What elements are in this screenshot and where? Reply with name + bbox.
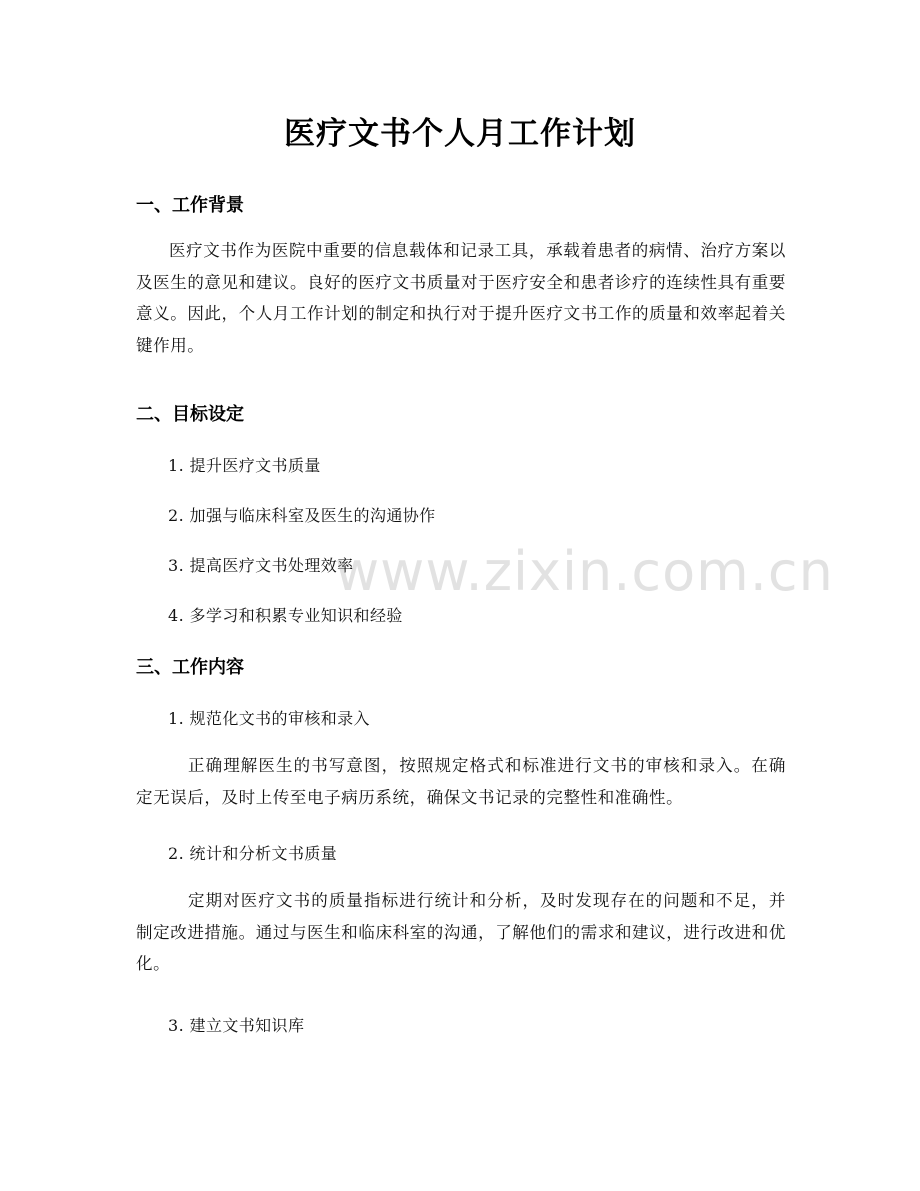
section-paragraph-background: 医疗文书作为医院中重要的信息载体和记录工具，承载着患者的病情、治疗方案以及医生的意见和建议。良好的医疗文书质量对于医疗安全和患者诊疗的连续性具有重要意义。因此，个人月工作计划的制定和执行对于提升医疗文书工作的质量和效率起着关键作用。 — [136, 241, 786, 355]
work-subsection-paragraph-2: 定期对医疗文书的质量指标进行统计和分析，及时发现存在的问题和不足，并制定改进措施。通过与医生和临床科室的沟通，了解他们的需求和建议，进行改进和优化。 — [136, 891, 786, 973]
document-title: 医疗文书个人月工作计划 — [284, 116, 636, 152]
goal-item-3: 3. 提高医疗文书处理效率 — [168, 556, 354, 575]
work-subsection-label-2: 2. 统计和分析文书质量 — [168, 844, 338, 863]
work-subsection-label-3: 3. 建立文书知识库 — [168, 1016, 305, 1035]
goal-item-4: 4. 多学习和积累专业知识和经验 — [168, 606, 403, 625]
watermark-text: www.zixin.com.cn — [335, 540, 834, 603]
section-heading-background: 一、工作背景 — [136, 195, 244, 216]
work-subsection-paragraph-1: 正确理解医生的书写意图，按照规定格式和标准进行文书的审核和录入。在确定无误后，及时上传至电子病历系统，确保文书记录的完整性和准确性。 — [136, 756, 786, 807]
work-subsection-label-1: 1. 规范化文书的审核和录入 — [168, 709, 370, 728]
section-heading-work-content: 三、工作内容 — [136, 657, 244, 678]
goal-item-1: 1. 提升医疗文书质量 — [168, 456, 321, 475]
goal-item-2: 2. 加强与临床科室及医生的沟通协作 — [168, 506, 436, 525]
section-heading-goals: 二、目标设定 — [136, 404, 244, 425]
